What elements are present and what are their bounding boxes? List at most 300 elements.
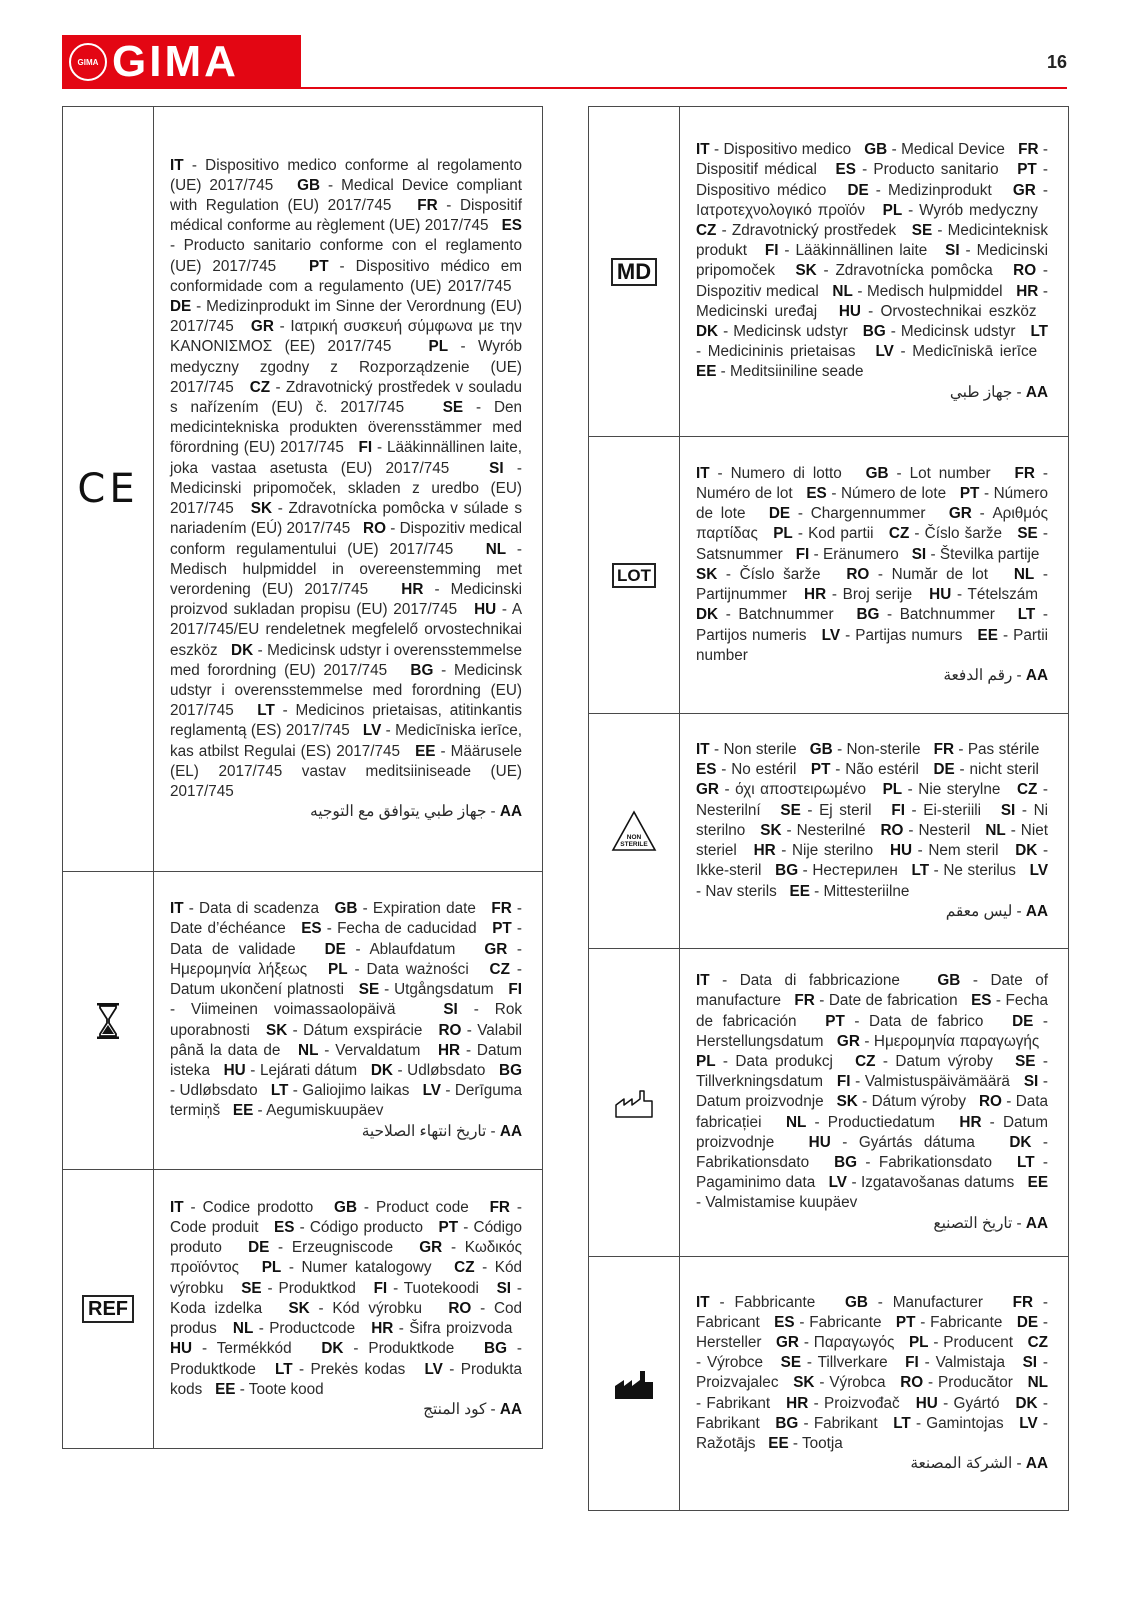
entry-text: Batchnummer	[738, 606, 834, 624]
entry-fi: FI - Viimeinen voimassaolopäivä	[170, 981, 522, 1019]
entry-cz: CZ - Zdravotnický prostředek v souladu s nařízením (EU) č. 2017/745	[170, 378, 522, 417]
language-code: SE	[911, 221, 933, 239]
entry-es: ES - No estéril	[696, 761, 797, 779]
entry-hu: HU - A 2017/745/EU rendeletnek megfelelő orvostechnikai eszköz	[170, 601, 523, 659]
entry-fr: FR - Dispositif médical	[696, 141, 1048, 179]
entry-gr: GR - Κωδικός προϊόντος	[170, 1239, 523, 1277]
language-code: EE	[696, 363, 717, 381]
entry-text: Derīguma termiņš	[170, 1082, 522, 1120]
language-code: ES	[501, 217, 522, 235]
language-code: RO	[978, 1093, 1002, 1111]
entry-de: DE - Chargennummer	[768, 505, 926, 523]
language-code: LV	[828, 1174, 848, 1192]
entry-text: Fabrikationsdato	[696, 1154, 810, 1171]
entry-text: Dispositif médical conforme au règlement (UE) 2017/745	[170, 197, 522, 235]
entry-si: SI - Številka partije	[911, 545, 1040, 563]
language-code: SK	[250, 500, 273, 518]
entry-text: Codice prodotto	[202, 1198, 314, 1216]
symbol-cell	[63, 1170, 154, 1448]
entry-fi: FI - Eränumero	[795, 545, 899, 563]
entry-text: Dispositivo médico em conformidade com a regulamento (UE) 2017/745	[170, 257, 522, 295]
entry-hu: HU - Orvostechnikai eszköz	[838, 302, 1037, 320]
entry-text: Code produit	[170, 1219, 259, 1237]
arabic-text: AA - ليس معقم	[945, 902, 1048, 920]
language-code: HU	[223, 1061, 246, 1079]
entry-text: Määrusele (EL) 2017/745 vastav meditsiiniseade (UE) 2017/745	[170, 742, 522, 800]
language-code: SE	[1017, 525, 1038, 543]
entry-sk: SK - Nesterilné	[760, 821, 866, 839]
language-code: GB	[865, 464, 889, 482]
entry-lv: LV - Medicīniska ierīce, kas atbilst Regulai (ES) 2017/745	[170, 722, 522, 760]
entry-se: SE - Den medicintekniska produkten överensstämmer med förordning (EU) 2017/745	[170, 399, 522, 457]
language-code: FI	[795, 545, 810, 563]
entry-text: Data de validade	[170, 940, 296, 958]
language-code: LT	[1017, 606, 1036, 624]
non-sterile-line2: STERILE	[620, 841, 648, 848]
language-code: LT	[893, 1414, 911, 1432]
description-cell	[680, 949, 1068, 1256]
entry-gb: GB - Lot number	[865, 464, 991, 482]
entry-text: Κωδικός προϊόντος	[170, 1239, 523, 1277]
language-code: EE	[215, 1380, 236, 1398]
entry-lv: LV - Derīguma termiņš	[170, 1082, 522, 1120]
entry-text: Gyártás dátuma	[858, 1133, 975, 1151]
entry-se: SE - Tillverkningsdatum	[696, 1052, 1048, 1091]
language-code: HU	[929, 586, 952, 604]
entry-de: DE - nicht steril	[933, 761, 1039, 779]
language-code: HR	[753, 842, 776, 860]
entry-text: Zdravotnický prostředek	[731, 221, 897, 239]
description-cell	[680, 1257, 1068, 1510]
entry-nl: NL - Medisch hulpmiddel in overeenstemming met verordening (EU) 2017/745	[170, 540, 522, 598]
entry-sk: SK - Zdravotnícka pomôcka v súlade s nariadením (EÚ) 2017/745	[170, 500, 522, 538]
language-code: LV	[821, 626, 841, 644]
symbol-cell	[589, 107, 680, 436]
entry-nl: NL - Productiedatum	[785, 1113, 935, 1131]
entry-text: Fecha de fabricación	[696, 992, 1048, 1030]
arabic-label: جهاز طبي	[949, 383, 1013, 401]
language-code: HR	[401, 580, 424, 598]
arabic-text: AA - جهاز طبي	[949, 383, 1048, 401]
arabic-text: AA - الشركة المصنعة	[910, 1455, 1048, 1473]
language-code: FI	[764, 242, 779, 260]
language-code: IT	[696, 972, 710, 990]
entry-de: DE - Medizinprodukt	[847, 181, 992, 199]
entry-sk: SK - Zdravotnícka pomôcka	[795, 262, 993, 280]
entry-it: IT - Non sterile	[696, 741, 797, 759]
language-code: SK	[266, 1021, 288, 1039]
arabic-text: AA - كود المنتج	[423, 1400, 522, 1418]
language-code: HR	[804, 586, 827, 604]
entry-gb: GB - Date of manufacture	[696, 972, 1048, 1010]
entry-bg: BG - Fabrikationsdato	[834, 1154, 992, 1171]
symbol-cell	[63, 872, 154, 1169]
symbol-cell	[589, 949, 680, 1256]
symbol-row-expiry	[63, 872, 542, 1170]
language-code: DK	[1009, 1133, 1032, 1151]
entry-gr: GR - Παραγωγός	[776, 1333, 895, 1351]
language-code: SI	[496, 1279, 512, 1297]
entry-cz: CZ - Výrobce	[696, 1333, 1049, 1372]
entry-hr: HR - Broj serije	[804, 586, 913, 604]
entry-text: Produktkode	[368, 1340, 455, 1358]
language-code: SE	[241, 1279, 262, 1297]
entry-lt: LT - Ne sterilus	[911, 862, 1016, 880]
entry-es: ES - Producto sanitario conforme con el reglamento (UE) 2017/745	[170, 217, 522, 275]
entry-es: ES - Código producto	[274, 1219, 424, 1237]
entry-fr: FR - Code produit	[170, 1198, 523, 1237]
language-code: NL	[232, 1320, 254, 1338]
entry-ee: EE - Toote kood	[215, 1380, 324, 1398]
entry-si: SI - Ni sterilno	[696, 801, 1049, 839]
language-code: DE	[933, 761, 955, 779]
entry-text: Proizvođač	[824, 1394, 900, 1412]
language-code: FR	[491, 900, 512, 918]
language-code: SI	[1023, 1073, 1039, 1091]
language-code: LV	[362, 722, 382, 740]
symbol-row-manufacturer	[589, 1257, 1068, 1510]
entry-fr: FR - Fabricant	[696, 1293, 1048, 1331]
language-code: GR	[836, 1032, 860, 1050]
entry-text: Kód výrobku	[332, 1299, 422, 1317]
entry-text: Numer katalogowy	[301, 1259, 432, 1277]
non-sterile-icon	[611, 810, 657, 852]
language-code: GR	[250, 318, 274, 336]
entry-text: Producto sanitario	[873, 161, 999, 179]
entry-text: Ei-steriili	[923, 801, 982, 819]
language-code: HR	[371, 1320, 394, 1338]
entry-bg: BG - Fabrikant	[775, 1414, 878, 1432]
entry-hr: HR - Datum isteka	[170, 1041, 522, 1079]
language-code: EE	[232, 1102, 254, 1120]
gima-logo	[62, 35, 301, 89]
entry-lt: LT - Gamintojas	[893, 1414, 1004, 1432]
entry-ro: RO - Dispozitiv medical	[696, 262, 1048, 300]
entry-it: IT - Data di fabbricazione	[696, 972, 900, 990]
entry-text: Wyrób medyczny zgodny z Rozporządzenie (UE) 2017/745	[170, 338, 522, 396]
language-code: RO	[1013, 262, 1037, 280]
language-code: PL	[428, 338, 449, 356]
logo-text: GIMA	[112, 37, 239, 86]
entry-gb: GB - Expiration date	[334, 900, 476, 918]
entry-text: Fabricante	[809, 1313, 882, 1331]
entry-fi: FI - Valmistaja	[905, 1354, 1006, 1372]
entry-nl: NL - Partijnummer	[696, 565, 1048, 604]
ce-mark-icon: CE	[77, 466, 139, 512]
entry-si: SI - Medicinski pripomoček	[696, 242, 1049, 280]
language-code: DE	[768, 505, 791, 523]
entry-text: Dispozitiv medical	[696, 282, 819, 300]
gima-seal-icon	[69, 43, 107, 81]
entry-hr: HR - Datum proizvodnje	[696, 1113, 1048, 1151]
entry-hr: HR - Proizvođač	[786, 1394, 900, 1412]
entry-se: SE - Utgångsdatum	[358, 981, 494, 999]
entry-de: DE - Erzeugniscode	[248, 1239, 394, 1257]
entry-text: Nesteril	[918, 821, 971, 839]
entry-pt: PT - Não estéril	[810, 761, 919, 779]
language-code: PT	[1017, 161, 1037, 179]
entry-de: DE - Hersteller	[696, 1313, 1048, 1351]
entry-ee: EE - Määrusele (EL) 2017/745 vastav meditsiiniseade (UE) 2017/745	[170, 742, 522, 800]
entry-gr: GR - όχι αποστειρωμένο	[696, 781, 866, 799]
entry-gr: GR - Αριθμός παρτίδας	[696, 505, 1048, 543]
language-code: EE	[789, 882, 810, 900]
entry-ee: EE - Aegumiskuupäev	[232, 1102, 384, 1120]
language-code: SE	[358, 981, 380, 999]
arabic-label: تاريخ انتهاء الصلاحية	[361, 1122, 487, 1140]
entry-text: Produktkode	[170, 1360, 256, 1378]
entry-text: Fabrikant	[813, 1414, 878, 1432]
entry-text: Producto sanitario conforme con el reglamento (UE) 2017/745	[170, 237, 522, 275]
md-symbol-icon: MD	[611, 258, 657, 286]
entry-pt: PT - Dispositivo médico	[696, 161, 1049, 199]
language-code: SE	[1015, 1052, 1036, 1070]
entry-fi: FI - Lääkinnällinen laite, joka vastaa asetusta (EU) 2017/745	[170, 439, 522, 477]
language-code: SK	[793, 1374, 815, 1392]
entry-text: Dispositivo medico conforme al regolamento (UE) 2017/745	[170, 156, 522, 194]
language-code: FR	[1014, 464, 1035, 482]
entry-es: ES - Fabricante	[774, 1313, 882, 1331]
entry-fi: FI - Valmistuspäivämäärä	[836, 1073, 1010, 1091]
language-code: HR	[1016, 282, 1039, 300]
entry-text: Zdravotnícka pomôcka	[835, 262, 993, 280]
language-code: CZ	[696, 221, 717, 239]
arabic-text: AA - رقم الدفعة	[943, 666, 1048, 684]
symbol-row-non-sterile	[589, 714, 1068, 949]
entry-text: Número de lote	[840, 485, 947, 503]
language-code: FI	[891, 801, 905, 819]
entry-text: Medizinprodukt im Sinne der Verordnung (EU) 2017/745	[170, 298, 522, 336]
description-cell	[154, 1170, 542, 1448]
description-text	[170, 1198, 522, 1400]
entry-text: όχι αποστειρωμένο	[735, 781, 866, 799]
entry-pt: PT - Código produto	[170, 1219, 522, 1257]
entry-text: Medicīniskā ierīce	[912, 343, 1038, 361]
language-code: GB	[864, 141, 888, 159]
entry-text: Valmistaja	[935, 1354, 1006, 1372]
entry-text: Dispositivo médico	[696, 181, 827, 199]
entry-hu: HU - Gyártás dátuma	[808, 1133, 975, 1151]
arabic-label: ليس معقم	[945, 902, 1013, 920]
entry-text: Pagaminimo data	[696, 1174, 816, 1192]
language-code: FI	[373, 1279, 388, 1297]
entry-sk: SK - Dátum výroby	[836, 1093, 967, 1111]
language-code: DE	[847, 181, 869, 199]
language-code: DE	[324, 940, 346, 958]
description-text	[696, 971, 1048, 1213]
arabic-code: AA	[1025, 902, 1048, 920]
entry-gb: GB - Non-sterile	[809, 741, 921, 759]
language-code: HU	[915, 1394, 938, 1412]
entry-text: Medicinski pripomoček, skladen z uredbo (EU) 2017/745	[170, 479, 522, 518]
entry-text: Data produkcj	[735, 1052, 833, 1070]
arabic-code: AA	[499, 1400, 522, 1418]
language-code: HR	[437, 1041, 461, 1059]
entry-lv: LV - Izgatavošanas datums	[828, 1174, 1015, 1192]
entry-pt: PT - Fabricante	[895, 1313, 1003, 1331]
entry-text: Αριθμός παρτίδας	[696, 505, 1048, 543]
language-code: NL	[785, 1113, 807, 1131]
entry-text: Medicinski proizvod sukladan propisu (EU) 2017/745	[170, 580, 522, 619]
entry-lt: LT - Medicininis prietaisas	[696, 323, 1048, 361]
entry-si: SI - Rok uporabnosti	[170, 1001, 522, 1039]
entry-lv: LV - Produkta kods	[170, 1360, 522, 1398]
entry-dk: DK - Fabrikationsdato	[696, 1133, 1049, 1171]
symbol-cell	[589, 437, 680, 713]
entry-text: Não estéril	[845, 761, 919, 779]
entry-text: Date of manufacture	[696, 972, 1048, 1010]
entry-text: Medisch hulpmiddel	[867, 282, 1003, 300]
entry-se: SE - Ej steril	[780, 801, 872, 819]
entry-fi: FI - Lääkinnällinen laite	[764, 242, 928, 260]
entry-text: Număr de lot	[891, 565, 988, 583]
description-text	[696, 740, 1048, 902]
language-code: IT	[696, 1293, 710, 1311]
entry-text: Nav sterils	[705, 882, 777, 900]
language-code: DK	[696, 323, 719, 340]
entry-text: Producent	[943, 1333, 1014, 1351]
arabic-text: AA - تاريخ انتهاء الصلاحية	[361, 1122, 522, 1140]
language-code: GB	[334, 900, 358, 918]
language-code: SE	[780, 801, 801, 819]
entry-se: SE - Produktkod	[241, 1279, 356, 1297]
language-code: RO	[880, 821, 904, 839]
language-code: DK	[696, 606, 719, 624]
entry-text: Číslo šarže	[739, 565, 821, 583]
entry-text: Non sterile	[723, 741, 797, 759]
entry-text: Productcode	[269, 1320, 356, 1338]
entry-text: Medicinski uređaj	[696, 302, 818, 320]
language-code: BG	[775, 1414, 799, 1432]
entry-text: No estéril	[731, 761, 797, 779]
lot-symbol-icon: LOT	[612, 563, 656, 588]
language-code: SI	[1000, 801, 1016, 819]
entry-text: Produktkod	[278, 1279, 356, 1297]
logo-seal-text: GIMA	[77, 57, 99, 67]
entry-ro: RO - Număr de lot	[846, 565, 988, 583]
entry-text: Medicininis prietaisas	[707, 343, 856, 361]
entry-lt: LT - Galiojimo laikas	[270, 1082, 410, 1100]
entry-dk: DK - Udløbsdato	[370, 1061, 486, 1079]
entry-lt: LT - Medicinos prietaisas, atitinkantis reglamentą (ES) 2017/745	[170, 702, 523, 740]
entry-text: Prekės kodas	[310, 1360, 406, 1378]
entry-text: Numéro de lot	[696, 485, 793, 503]
language-code: HR	[786, 1394, 809, 1412]
entry-cz: CZ - Datum výroby	[855, 1052, 993, 1070]
language-code: SK	[836, 1093, 858, 1111]
language-code: SI	[443, 1001, 458, 1019]
entry-text: Medicinsk udstyr	[733, 323, 848, 340]
language-code: IT	[696, 464, 710, 482]
entry-text: Fabricante	[930, 1313, 1003, 1331]
entry-text: A 2017/745/EU rendeletnek megfelelő orvostechnikai eszköz	[170, 601, 523, 659]
language-code: PT	[810, 761, 831, 779]
entry-ee: EE - Tootja	[768, 1435, 843, 1452]
language-code: GB	[334, 1198, 357, 1216]
entry-nl: NL - Fabrikant	[696, 1374, 1048, 1412]
entry-text: Medicīniska ierīce, kas atbilst Regulai (ES) 2017/745	[170, 722, 522, 760]
language-code: IT	[170, 156, 184, 174]
entry-text: Tillverkare	[817, 1354, 888, 1372]
entry-dk: DK - Ikke-steril	[696, 842, 1049, 880]
language-code: SE	[780, 1354, 802, 1372]
entry-text: Proizvajalec	[696, 1374, 779, 1392]
entry-si: SI - Datum proizvodnje	[696, 1073, 1049, 1111]
language-code: EE	[415, 742, 436, 760]
language-code: BG	[834, 1154, 858, 1171]
entry-text: Tillverkningsdatum	[696, 1073, 823, 1091]
entry-pt: PT - Número de lote	[696, 485, 1048, 523]
entry-text: Niet steriel	[696, 821, 1048, 860]
entry-text: Non-sterile	[846, 741, 921, 759]
arabic-code: AA	[499, 1122, 522, 1140]
entry-text: Valabil până la data de	[170, 1021, 523, 1059]
entry-lv: LV - Partijas numurs	[821, 626, 963, 644]
language-code: HU	[474, 601, 497, 619]
entry-se: SE - Medicinteknisk produkt	[696, 221, 1048, 260]
language-code: LT	[911, 862, 930, 880]
arabic-code: AA	[499, 803, 522, 821]
entry-ro: RO - Cod produs	[170, 1299, 523, 1338]
arabic-code: AA	[1025, 383, 1048, 401]
language-code: DE	[1012, 1012, 1034, 1030]
entry-text: Výrobca	[829, 1374, 886, 1392]
entry-text: Medicinski pripomoček	[696, 242, 1049, 280]
arabic-label: كود المنتج	[423, 1400, 487, 1418]
entry-si: SI - Koda izdelka	[170, 1279, 523, 1317]
entry-ee: EE - Valmistamise kuupäev	[696, 1174, 1049, 1212]
language-code: SK	[795, 262, 817, 280]
symbol-row-manufacture-date	[589, 949, 1068, 1257]
entry-lt: LT - Prekės kodas	[275, 1360, 406, 1378]
entry-text: Pas stérile	[967, 741, 1040, 759]
entry-ee: EE - Mittesteriilne	[789, 882, 910, 900]
entry-text: Šifra proizvoda	[409, 1320, 513, 1338]
language-code: IT	[170, 1198, 184, 1216]
header-rule	[301, 87, 1067, 89]
language-code: FI	[836, 1073, 851, 1091]
entry-text: Productiedatum	[827, 1113, 935, 1131]
entry-fr: FR - Date de fabrication	[794, 992, 958, 1010]
entry-bg: BG - Medicinsk udstyr i overensstemmelse med forordning (EU) 2017/745	[170, 661, 522, 720]
entry-hr: HR - Šifra proizvoda	[371, 1320, 513, 1338]
language-code: GB	[297, 176, 321, 194]
entry-hu: HU - Gyártó	[915, 1394, 1000, 1412]
language-code: LT	[275, 1360, 293, 1378]
entry-text: Data ważności	[366, 960, 469, 978]
entry-text: Dispositif médical	[696, 161, 817, 179]
entry-text: Lääkinnällinen laite, joka vastaa asetusta (EU) 2017/745	[170, 439, 522, 477]
entry-de: DE - Medizinprodukt im Sinne der Verordnung (EU) 2017/745	[170, 298, 522, 336]
entry-text: Tootja	[802, 1435, 843, 1452]
entry-text: Výrobce	[706, 1354, 764, 1372]
entry-text: Orvostechnikai eszköz	[880, 302, 1037, 320]
entry-text: Numero di lotto	[730, 464, 842, 482]
language-code: IT	[170, 900, 184, 918]
description-cell	[680, 714, 1068, 948]
entry-text: Fabricant	[696, 1313, 760, 1331]
left-symbol-table	[62, 106, 543, 1449]
entry-text: Wyrób medyczny	[919, 201, 1038, 219]
description-cell	[154, 872, 542, 1169]
symbol-row-ref	[63, 1170, 542, 1448]
language-code: IT	[696, 741, 710, 759]
language-code: LT	[1030, 323, 1048, 340]
entry-text: Fecha de caducidad	[337, 920, 477, 938]
description-cell	[680, 107, 1068, 436]
language-code: FI	[905, 1354, 919, 1372]
entry-text: Den medicintekniska produkten överensstämmer med förordning (EU) 2017/745	[170, 399, 522, 457]
